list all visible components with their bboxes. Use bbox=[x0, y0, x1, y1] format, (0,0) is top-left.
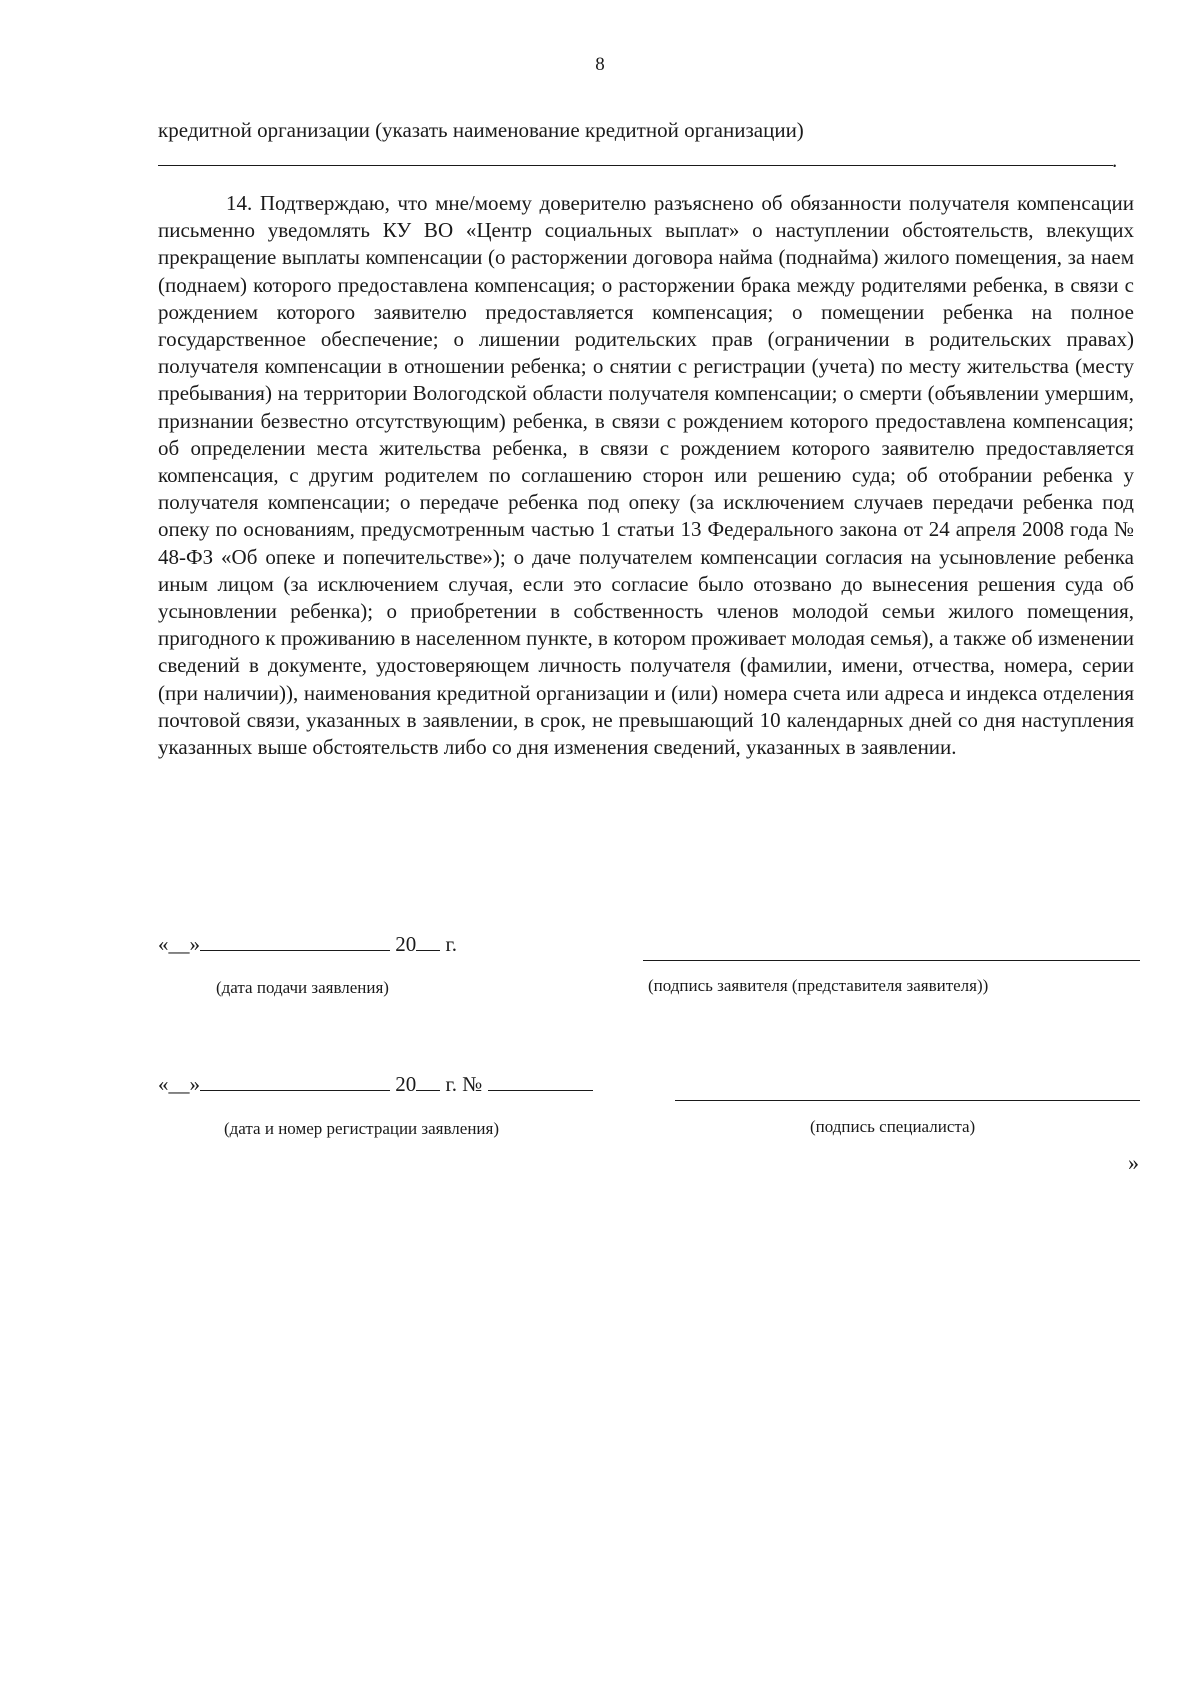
closing-quote: » bbox=[1128, 1150, 1139, 1175]
registration-number-field[interactable] bbox=[488, 1070, 593, 1091]
specialist-signature-field[interactable] bbox=[675, 1100, 1140, 1101]
submission-month-field[interactable] bbox=[200, 930, 390, 951]
applicant-signature-field[interactable] bbox=[643, 960, 1140, 961]
registration-year-field[interactable] bbox=[416, 1070, 440, 1091]
submission-year-suffix: г. bbox=[445, 932, 457, 956]
submission-year-prefix: 20 bbox=[395, 932, 417, 956]
submission-date-row bbox=[158, 930, 457, 957]
registration-month-field[interactable] bbox=[200, 1070, 390, 1091]
bank-name-field[interactable] bbox=[158, 165, 1113, 166]
registration-day-blank[interactable]: «__» bbox=[158, 1072, 200, 1096]
submission-year-field[interactable] bbox=[416, 930, 440, 951]
registration-caption: (дата и номер регистрации заявления) bbox=[224, 1119, 499, 1138]
bank-name-end-mark: . bbox=[1112, 148, 1118, 172]
registration-date-row bbox=[158, 1070, 593, 1097]
applicant-signature-caption: (подпись заявителя (представителя заявителя)) bbox=[648, 976, 989, 995]
submission-date-caption: (дата подачи заявления) bbox=[216, 978, 389, 997]
bank-name-label: кредитной организации (указать наименование кредитной организации) bbox=[158, 118, 804, 142]
consent-paragraph: 14. Подтверждаю, что мне/моему доверителю разъяснено об обязанности получателя компенсации письменно уведомлять КУ ВО «Центр социальных выплат» о наступлении обстоятельств, влекущих прекращение выплаты компенсации (о расторжении договора найма (поднайма) жилого помещения, за наем (поднаем) которого предоставлена компенсация; о расторжении брака между родителями ребенка, в связи с рождением которого заявителю предоставляется компенсация; о помещении ребенка на полное государственное обеспечение; о лишении родительских прав (ограничении в родительских правах) получателя компенсации в отношении ребенка; о снятии с регистрации (учета) по месту жительства (месту пребывания) на территории Вологодской области получателя компенсации; о смерти (объявлении умершим, признании безвестно отсутствующим) ребенка, в связи с рождением которого предоставлена компенсация; об определении места жительства ребенка, в связи с рождением которого заявителю предоставляется компенсация, с другим родителем по соглашению сторон или решению суда; об отобрании ребенка у получателя компенсации; о передаче ребенка под опеку (за исключением случаев передачи ребенка под опеку по основаниям, предусмотренным частью 1 статьи 13 Федерального закона от 24 апреля 2008 года № 48-ФЗ «Об опеке и попечительстве»); о даче получателем компенсации согласия на усыновление ребенка иным лицом (за исключением случая, если это согласие было отозвано до вынесения решения суда об усыновлении ребенка); о приобретении в собственность членов молодой семьи жилого помещения, пригодного к проживанию в населенном пункте, в котором проживает молодая семья), а также об изменении сведений в документе, удостоверяющем личность получателя (фамилии, имени, отчества, номера, серии (при наличии)), наименования кредитной организации и (или) номера счета или адреса и индекса отделения почтовой связи, указанных в заявлении, в срок, не превышающий 10 календарных дней со дня наступления указанных выше обстоятельств либо со дня изменения сведений, указанных в заявлении. bbox=[158, 191, 1134, 760]
specialist-signature-caption: (подпись специалиста) bbox=[810, 1117, 976, 1136]
page-number: 8 bbox=[595, 54, 605, 75]
submission-day-blank[interactable]: «__» bbox=[158, 932, 200, 956]
registration-year-suffix: г. № bbox=[445, 1072, 483, 1096]
registration-year-prefix: 20 bbox=[395, 1072, 417, 1096]
